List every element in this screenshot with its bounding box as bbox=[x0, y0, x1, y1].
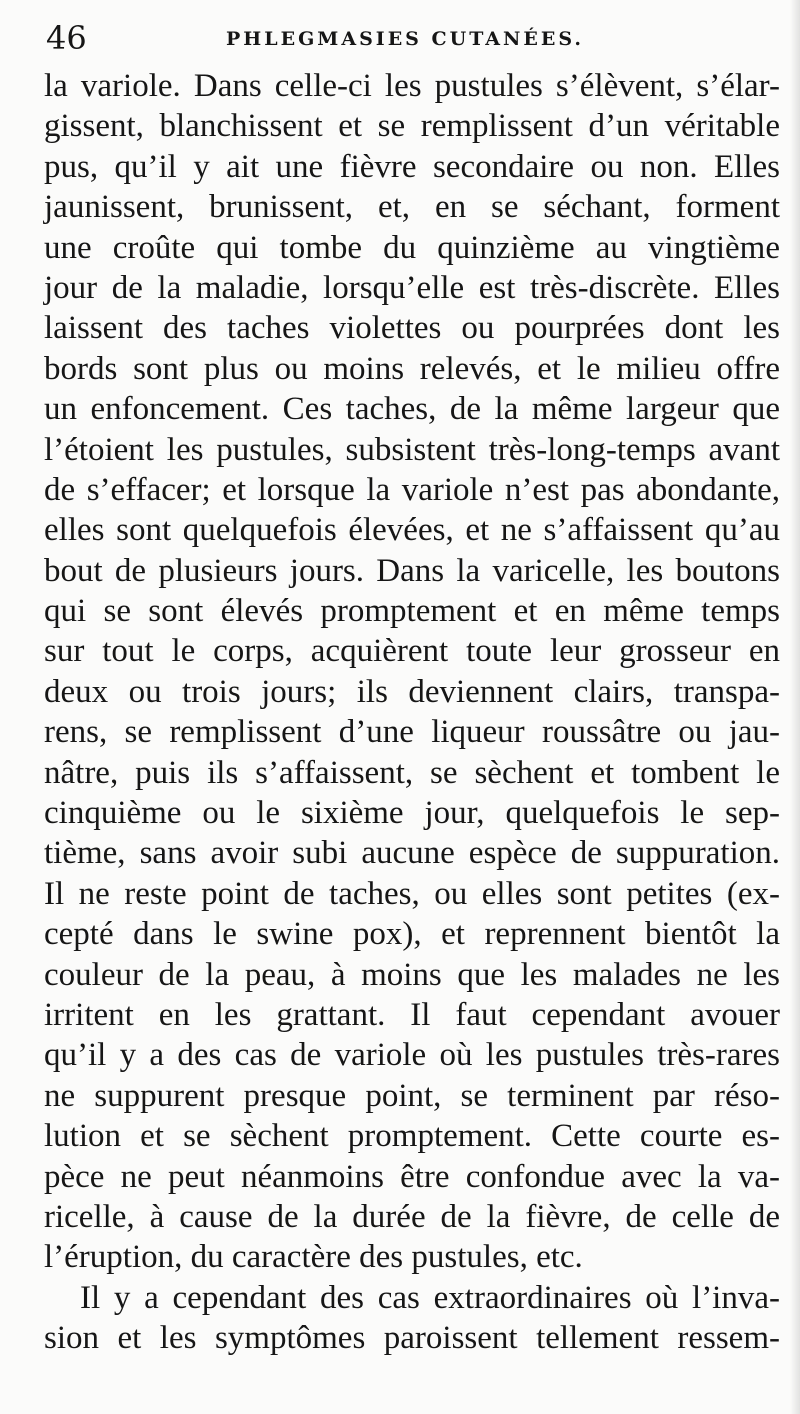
text-line: la variole. Dans celle-ci les pustules s’élèvent, s’élar- bbox=[44, 68, 780, 104]
text-line: l’étoient les pustules, subsistent très-long-temps avant bbox=[44, 431, 780, 468]
text-line: sion et les symptômes paroissent tellement ressem- bbox=[44, 1320, 780, 1357]
text-line: qui se sont élevés promptement et en même temps bbox=[44, 593, 780, 630]
text-line: cepté dans le swine pox), et reprennent bientôt la bbox=[44, 916, 780, 953]
page-number: 46 bbox=[46, 19, 87, 57]
text-line: de s’effacer; et lorsque la variole n’est pas abondante, bbox=[44, 471, 780, 508]
text-line: pus, qu’il y ait une fièvre secondaire ou non. Elles bbox=[44, 148, 780, 185]
text-line: couleur de la peau, à moins que les malades ne les bbox=[44, 956, 780, 993]
text-line: cinquième ou le sixième jour, quelquefois le sep- bbox=[44, 795, 780, 832]
text-line: laissent des taches violettes ou pourprées dont les bbox=[44, 310, 780, 347]
text-line: elles sont quelquefois élevées, et ne s’affaissent qu’au bbox=[44, 512, 780, 549]
text-line: bout de plusieurs jours. Dans la varicelle, les boutons bbox=[44, 552, 780, 589]
text-line: ricelle, à cause de la durée de la fièvre, de celle de bbox=[44, 1198, 780, 1235]
page-header bbox=[46, 18, 776, 58]
text-line: ne suppurent presque point, se terminent par réso- bbox=[44, 1077, 780, 1114]
text-line: un enfoncement. Ces taches, de la même largeur que bbox=[44, 391, 780, 428]
text-line: bords sont plus ou moins relevés, et le milieu offre bbox=[44, 350, 780, 387]
paragraph-start-line: Il y a cependant des cas extraordinaires où l’inva- bbox=[80, 1279, 780, 1316]
text-line: sur tout le corps, acquièrent toute leur grosseur en bbox=[44, 633, 780, 670]
text-line: pèce ne peut néanmoins être confondue avec la va- bbox=[44, 1158, 780, 1195]
text-line: jour de la maladie, lorsqu’elle est très-discrète. Elles bbox=[44, 269, 780, 306]
text-line: nâtre, puis ils s’affaissent, se sèchent et tombent le bbox=[44, 754, 780, 791]
text-line: lution et se sèchent promptement. Cette courte es- bbox=[44, 1118, 780, 1155]
running-head: PHLEGMASIES CUTANÉES. bbox=[226, 28, 585, 50]
text-line: rens, se remplissent d’une liqueur roussâtre ou jau- bbox=[44, 714, 780, 751]
text-line: Il ne reste point de taches, ou elles sont petites (ex- bbox=[44, 875, 780, 912]
text-line: irritent en les grattant. Il faut cependant avouer bbox=[44, 996, 780, 1033]
paragraph-end-line: l’éruption, du caractère des pustules, etc. bbox=[44, 1239, 583, 1276]
page-edge-shadow bbox=[790, 0, 800, 1414]
text-line: une croûte qui tombe du quinzième au vingtième bbox=[44, 229, 780, 266]
text-line: tième, sans avoir subi aucune espèce de suppuration. bbox=[44, 835, 780, 872]
text-line: deux ou trois jours; ils deviennent clairs, transpa- bbox=[44, 673, 780, 710]
text-line: gissent, blanchissent et se remplissent d’un véritable bbox=[44, 108, 780, 145]
text-line: jaunissent, brunissent, et, en se séchant, forment bbox=[44, 189, 780, 226]
text-line: qu’il y a des cas de variole où les pustules très-rares bbox=[44, 1037, 780, 1074]
body-text bbox=[44, 66, 780, 1359]
